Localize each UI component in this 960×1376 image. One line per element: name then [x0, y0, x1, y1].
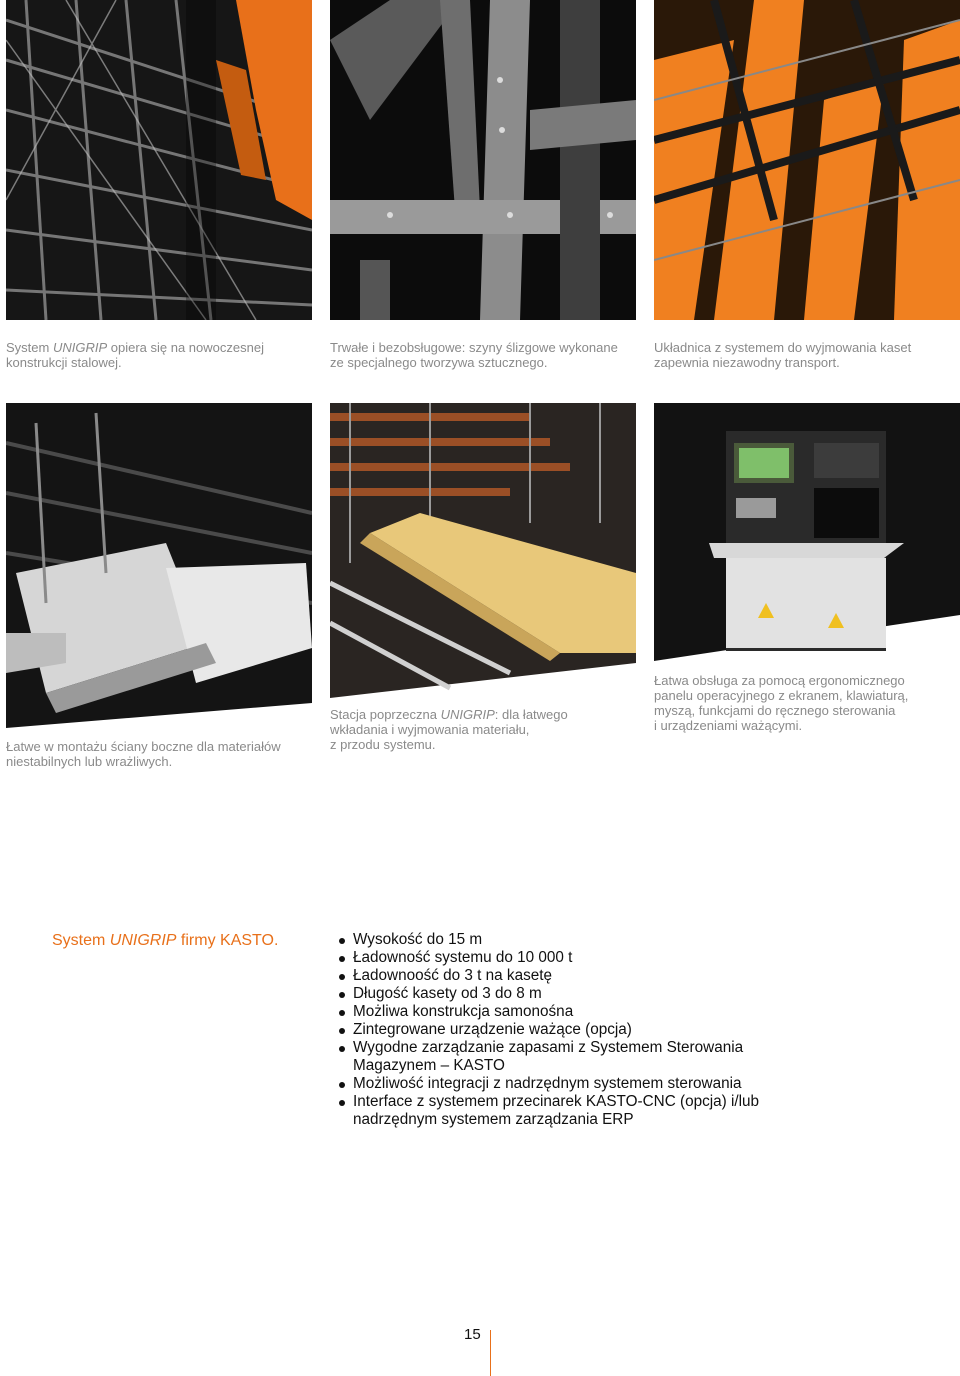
sliding-rails-photo — [330, 0, 636, 320]
caption-cross-station: Stacja poprzeczna UNIGRIP: dla łatwego wkładania i wyjmowania materiału, z przodu systemu. — [330, 707, 568, 752]
page-number: 15 — [464, 1326, 481, 1343]
control-panel-photo — [654, 403, 960, 661]
steel-construction-photo — [6, 0, 312, 320]
caption-control-panel: Łatwa obsługa za pomocą ergonomicznego panelu operacyjnego z ekranem, klawiaturą, myszą, funkcjami do ręcznego sterowania i urządzeniami ważącymi. — [654, 673, 909, 733]
caption-cassette-extractor: Układnica z systemem do wyjmowania kaset zapewnia niezawodny transport. — [654, 340, 912, 370]
spec-item: Możliwość integracji z nadrzędnym systemem sterowania — [338, 1075, 818, 1093]
section-heading: System UNIGRIP firmy KASTO. — [52, 932, 279, 949]
page-number-divider — [490, 1330, 491, 1376]
spec-item: Długość kasety od 3 do 8 m — [338, 985, 818, 1003]
cross-station-photo — [330, 403, 636, 698]
caption-side-walls: Łatwe w montażu ściany boczne dla materiałów niestabilnych lub wrażliwych. — [6, 739, 281, 769]
spec-item: Interface z systemem przecinarek KASTO-CNC (opcja) i/lub nadrzędnym systemem zarządzania ERP — [338, 1093, 818, 1129]
caption-sliding-rails: Trwałe i bezobsługowe: szyny ślizgowe wykonane ze specjalnego tworzywa sztucznego. — [330, 340, 618, 370]
spec-item: Ładownoość do 3 t na kasetę — [338, 967, 818, 985]
spec-item: Możliwa konstrukcja samonośna — [338, 1003, 818, 1021]
spec-item: Zintegrowane urządzenie ważące (opcja) — [338, 1021, 818, 1039]
caption-steel-construction: System UNIGRIP opiera się na nowoczesnej konstrukcji stalowej. — [6, 340, 264, 370]
side-walls-photo — [6, 403, 312, 728]
spec-item: Ładowność systemu do 10 000 t — [338, 949, 818, 967]
spec-list — [338, 931, 818, 1129]
spec-item: Wysokość do 15 m — [338, 931, 818, 949]
spec-item: Wygodne zarządzanie zapasami z Systemem Sterowania Magazynem – KASTO — [338, 1039, 818, 1075]
cassette-extractor-photo — [654, 0, 960, 320]
